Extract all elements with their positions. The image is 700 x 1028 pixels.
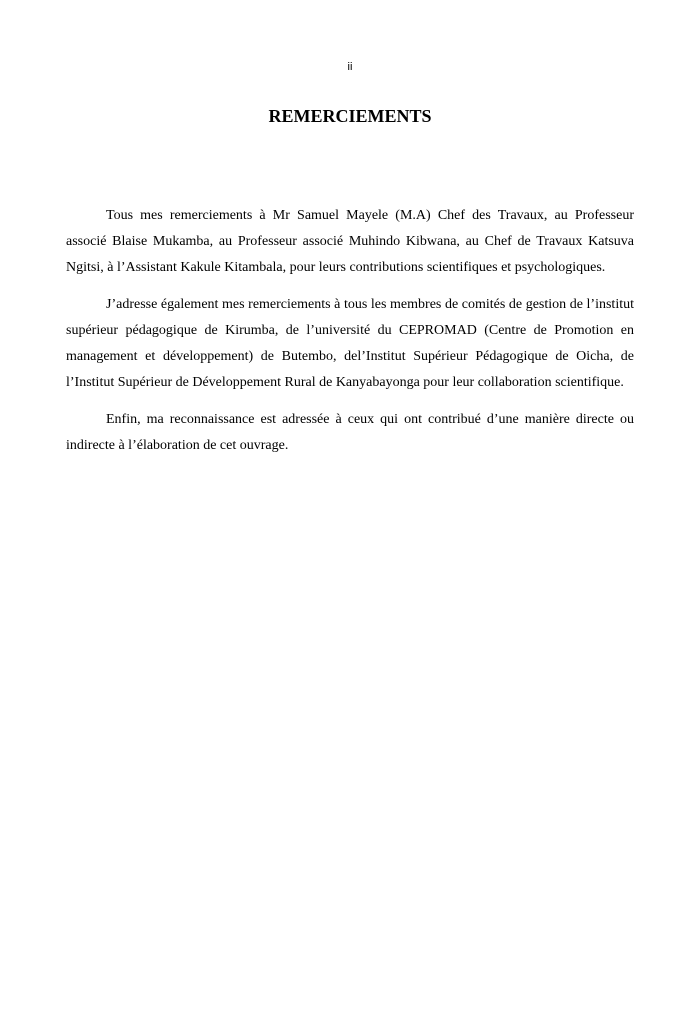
page-number: ii	[347, 61, 353, 73]
paragraph-acknowledgements-institutions: J’adresse également mes remerciements à tous les membres de comités de gestion de l’institut supérieur pédagogique de Kirumba, de l’université du CEPROMAD (Centre de Promotion en management et développement) de Butembo, del’Institut Supérieur Pédagogique de Oicha, de l’Institut Supérieur de Développement Rural de Kanyabayonga pour leur collaboration scientifique.	[66, 297, 634, 390]
paragraph-acknowledgements-general: Enfin, ma reconnaissance est adressée à ceux qui ont contribué d’une manière directe ou indirecte à l’élaboration de cet ouvrage.	[66, 412, 634, 453]
document-body	[66, 203, 634, 470]
page-title: REMERCIEMENTS	[268, 106, 432, 126]
paragraph-acknowledgements-individuals: Tous mes remerciements à Mr Samuel Mayele (M.A) Chef des Travaux, au Professeur associé Blaise Mukamba, au Professeur associé Muhindo Kibwana, au Chef de Travaux Katsuva Ngitsi, à l’Assistant Kakule Kitambala, pour leurs contributions scientifiques et psychologiques.	[66, 208, 634, 275]
